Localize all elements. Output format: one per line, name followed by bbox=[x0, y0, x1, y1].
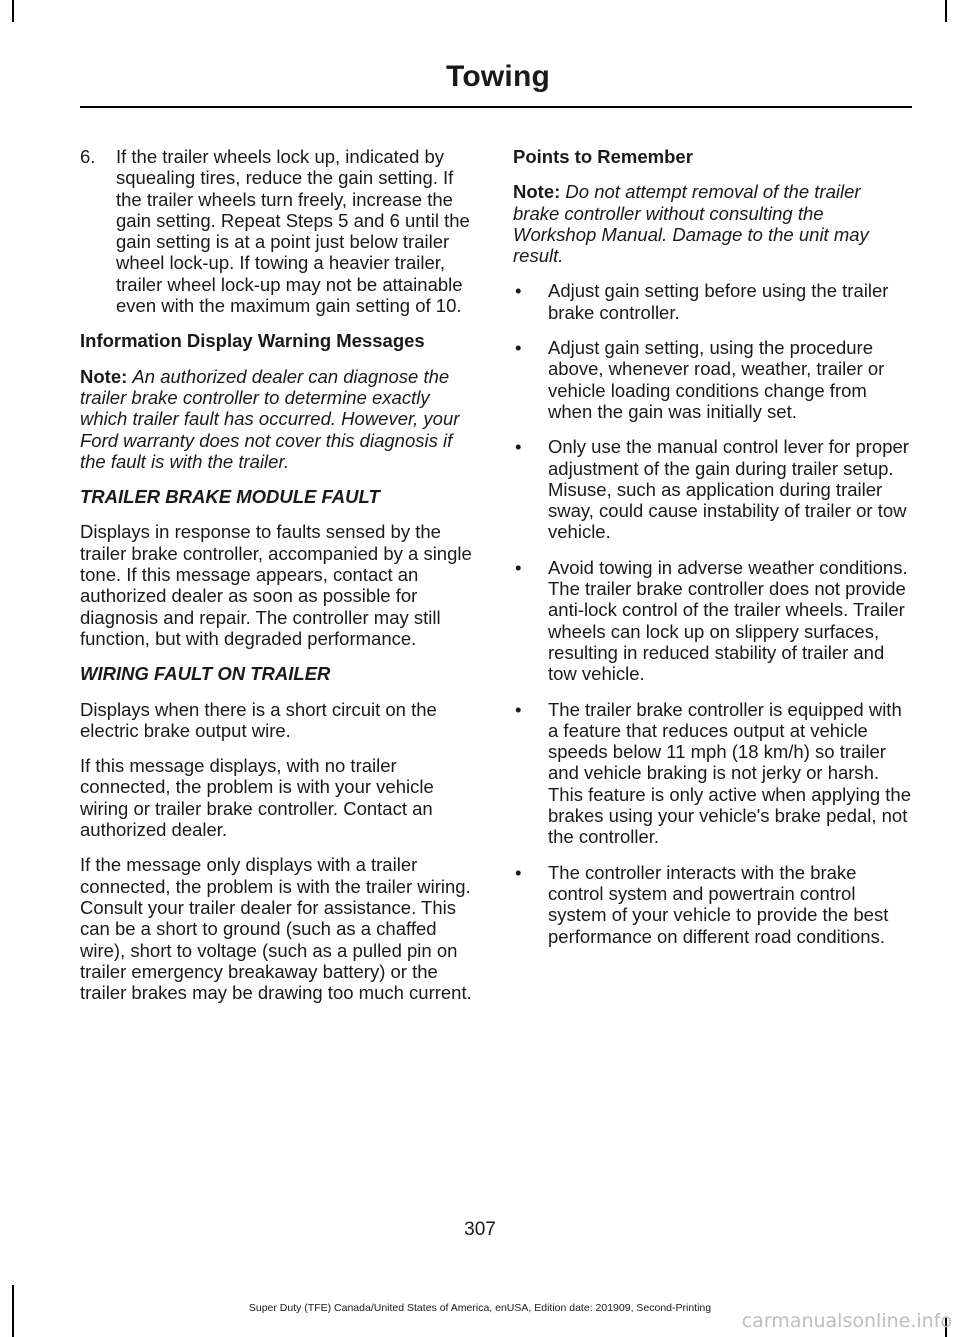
bullet-icon: • bbox=[515, 556, 522, 578]
bullet-icon: • bbox=[515, 698, 522, 720]
section-heading-points-to-remember: Points to Remember bbox=[513, 146, 693, 167]
list-item bbox=[513, 862, 911, 947]
wiring-fault-paragraph-2: If this message displays, with no trailer connected, the problem is with your vehicle wiring or trailer brake controller. Contact an authorized dealer. bbox=[80, 755, 434, 841]
note-removal-warning bbox=[513, 181, 911, 266]
crop-mark-top-right bbox=[945, 0, 947, 22]
bullet-icon: • bbox=[515, 280, 522, 302]
step-number: 6. bbox=[80, 146, 96, 167]
message-heading-wiring-fault: WIRING FAULT ON TRAILER bbox=[80, 663, 331, 685]
bullet-icon: • bbox=[515, 337, 522, 359]
left-column bbox=[80, 146, 478, 1017]
bullet-icon: • bbox=[515, 436, 522, 458]
list-item-text: The controller interacts with the brake control system and powertrain control system of your vehicle to provide the best performance on different road conditions. bbox=[548, 861, 889, 947]
step-6 bbox=[80, 146, 478, 316]
list-item bbox=[513, 699, 911, 848]
note-label: Note: bbox=[80, 365, 128, 387]
step-text: If the trailer wheels lock up, indicated by squealing tires, reduce the gain setting. If the trailer wheels turn freely, increase the gain setting. Repeat Steps 5 and 6 until the gain setting is at a point just below trailer wheel lock-up. If towing a heavier trailer, trailer wheel lock-up may not be attainable even with the maximum gain setting of 10. bbox=[116, 146, 470, 317]
note-dealer-diagnose bbox=[80, 366, 478, 472]
list-item-text: Adjust gain setting before using the trailer brake controller. bbox=[548, 280, 889, 323]
header-divider bbox=[80, 106, 912, 108]
list-item-text: Adjust gain setting, using the procedure above, whenever road, weather, trailer or vehicle loading conditions change from when the gain was initially set. bbox=[548, 337, 885, 422]
list-item bbox=[513, 436, 911, 542]
section-heading-info-display: Information Display Warning Messages bbox=[80, 330, 425, 352]
message-heading-module-fault: TRAILER BRAKE MODULE FAULT bbox=[80, 486, 380, 508]
list-item bbox=[513, 337, 911, 422]
page-title: Towing bbox=[446, 60, 550, 93]
bullet-icon: • bbox=[515, 861, 522, 883]
note-text: An authorized dealer can diagnose the trailer brake controller to determine exactly which trailer fault has occurred. However, your Ford warranty does not cover this diagnosis if the fault is with the trailer. bbox=[80, 365, 460, 472]
right-column bbox=[513, 146, 911, 961]
list-item-text: Avoid towing in adverse weather conditions. The trailer brake controller does not provide anti-lock control of the trailer wheels. Trailer wheels can lock up on slippery surfaces, resulting in reduced stability of trailer and tow vehicle. bbox=[548, 556, 908, 685]
wiring-fault-paragraph-3: If the message only displays with a trailer connected, the problem is with the trailer wiring. Consult your trailer dealer for assistance. This can be a short to ground (such as a chaffed wire), short to voltage (such as a pulled pin on trailer emergency breakaway battery) or the trailer brakes may be drawing too much current. bbox=[80, 854, 472, 1004]
list-item-text: The trailer brake controller is equipped with a feature that reduces output at vehicle speeds below 11 mph (18 km/h) so trailer and vehicle braking is not jerky or harsh. This feature is only active when applying the brakes using your vehicle's brake pedal, not the controller. bbox=[548, 698, 912, 848]
site-watermark: carmanualsonline.info bbox=[741, 1310, 952, 1332]
note-label: Note: bbox=[513, 181, 561, 203]
list-item bbox=[513, 557, 911, 685]
message-description-module-fault: Displays in response to faults sensed by the trailer brake controller, accompanied by a single tone. If this message appears, contact an authorized dealer as soon as possible for diagnosis and repair. The controller may still function, but with degraded performance. bbox=[80, 521, 472, 649]
note-text: Do not attempt removal of the trailer brake controller without consulting the Workshop Manual. Damage to the unit may result. bbox=[513, 181, 869, 267]
points-list bbox=[513, 280, 911, 946]
list-item-text: Only use the manual control lever for proper adjustment of the gain during trailer setup. Misuse, such as application during trailer sway, could cause instability of trailer or tow vehicle. bbox=[548, 436, 909, 543]
page-number: 307 bbox=[464, 1219, 496, 1240]
list-item bbox=[513, 280, 911, 323]
crop-mark-top-left bbox=[12, 0, 14, 22]
edition-footer: Super Duty (TFE) Canada/United States of America, enUSA, Edition date: 201909, Second-Printing bbox=[248, 1302, 712, 1314]
wiring-fault-paragraph-1: Displays when there is a short circuit on the electric brake output wire. bbox=[80, 698, 437, 741]
